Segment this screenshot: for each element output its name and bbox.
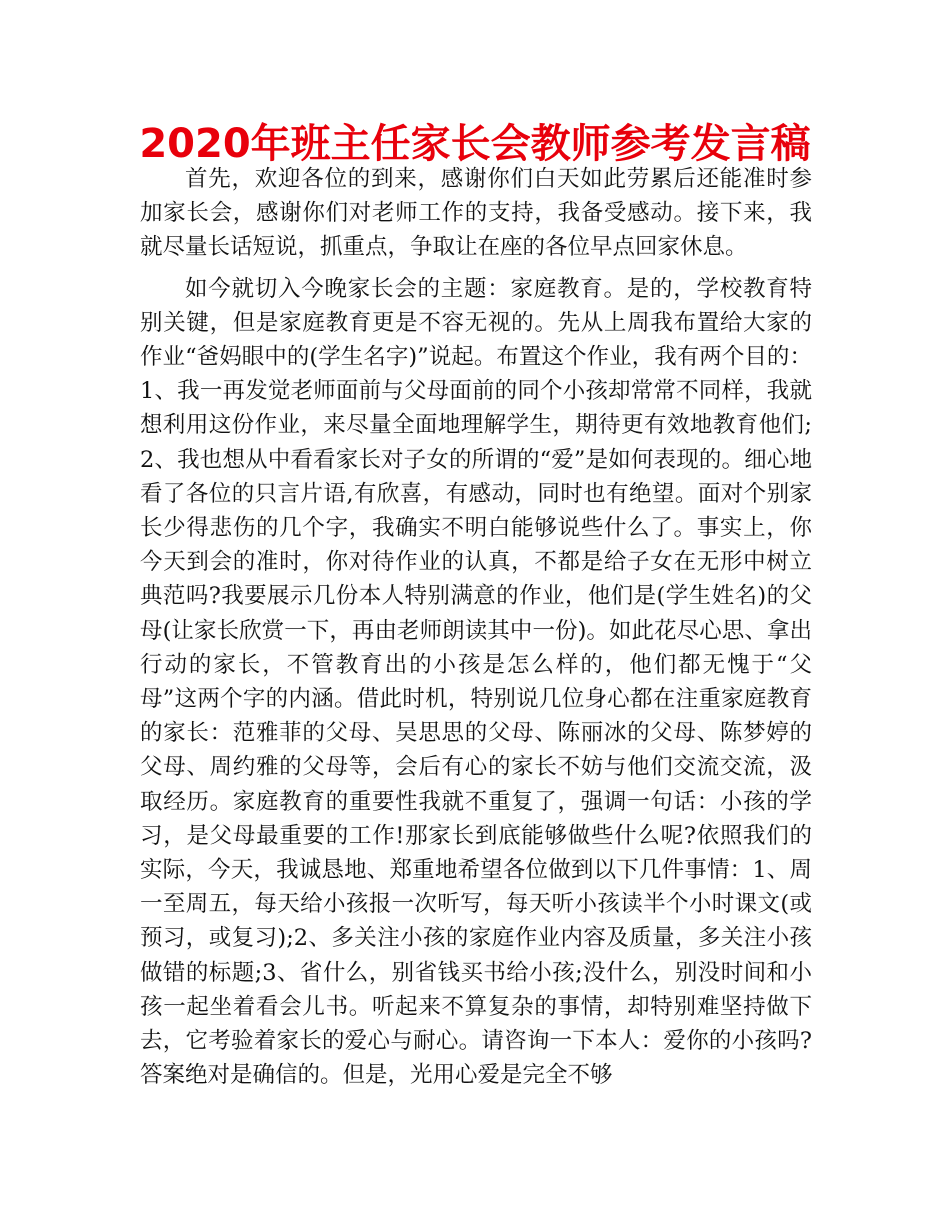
document-body <box>140 162 812 1092</box>
document-title: 2020年班主任家长会教师参考发言稿 <box>139 121 811 167</box>
paragraph-main: 如今就切入今晚家长会的主题：家庭教育。是的，学校教育特别关键，但是家庭教育更是不容无视的。先从上周我布置给大家的作业“爸妈眼中的(学生名字)”说起。布置这个作业，我有两个目的：1、我一再发觉老师面前与父母面前的同个小孩却常常不同样，我就想利用这份作业，来尽量全面地理解学生，期待更有效地教育他们;2、我也想从中看看家长对子女的所谓的“爱”是如何表现的。细心地看了各位的只言片语,有欣喜，有感动，同时也有绝望。面对个别家长少得悲伤的几个字，我确实不明白能够说些什么了。事实上，你今天到会的准时，你对待作业的认真，不都是给子女在无形中树立典范吗?我要展示几份本人特别满意的作业，他们是(学生姓名)的父母(让家长欣赏一下，再由老师朗读其中一份)。如此花尽心思、拿出行动的家长，不管教育出的小孩是怎么样的，他们都无愧于“父母”这两个字的内涵。借此时机，特别说几位身心都在注重家庭教育的家长：范雅菲的父母、吴思思的父母、陈丽冰的父母、陈梦婷的父母、周约雅的父母等，会后有心的家长不妨与他们交流交流，汲取经历。家庭教育的重要性我就不重复了，强调一句话：小孩的学习，是父母最重要的工作!那家长到底能够做些什么呢?依照我们的实际，今天，我诚恳地、郑重地希望各位做到以下几件事情：1、周一至周五，每天给小孩报一次听写，每天听小孩读半个小时课文(或预习，或复习);2、多关注小孩的家庭作业内容及质量，多关注小孩做错的标题;3、省什么，别省钱买书给小孩;没什么，别没时间和小孩一起坐着看会儿书。听起来不算复杂的事情，却特别难坚持做下去，它考验着家长的爱心与耐心。请咨询一下本人：爱你的小孩吗?答案绝对是确信的。但是，光用心爱是完全不够 <box>140 275 812 1089</box>
paragraph-intro: 首先，欢迎各位的到来，感谢你们白天如此劳累后还能准时参加家长会，感谢你们对老师工作的支持，我备受感动。接下来，我就尽量长话短说，抓重点，争取让在座的各位早点回家休息。 <box>140 166 812 261</box>
